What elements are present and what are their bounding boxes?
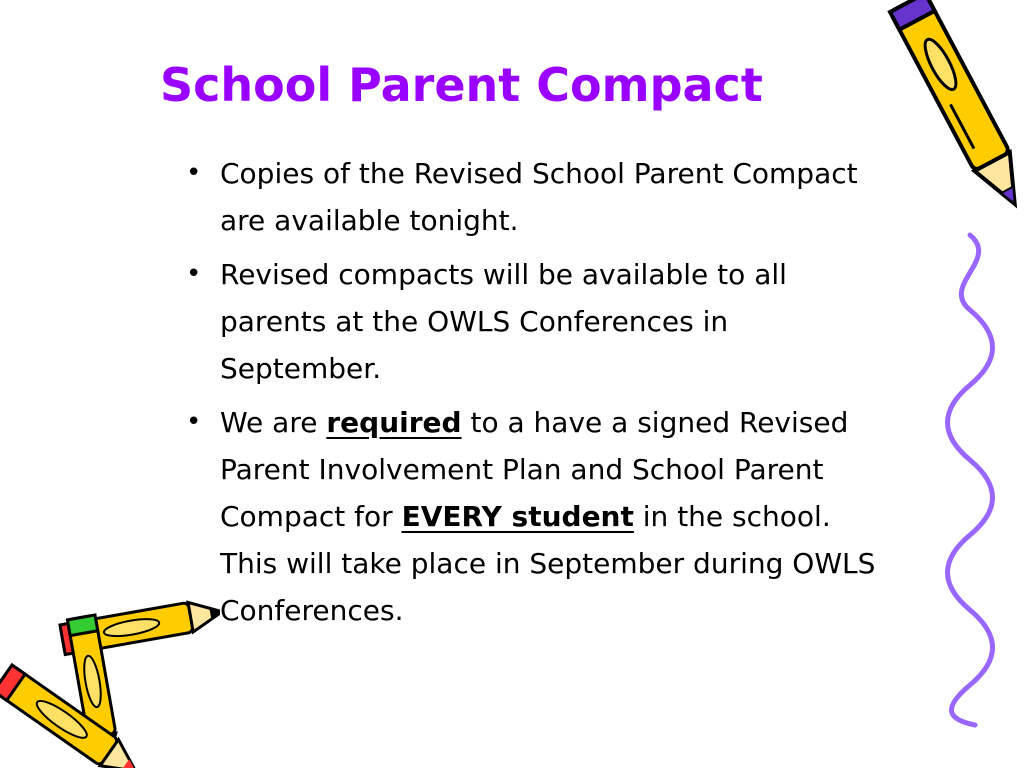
bullet-icon: • [186, 407, 202, 437]
bullet-text: Copies of the Revised School Parent Compact are available tonight. [220, 157, 858, 237]
bullet-item [180, 150, 880, 244]
bullet-text-post: in the school. This will take place in September during OWLS Conferences. [220, 500, 876, 627]
bullet-icon: • [186, 158, 202, 188]
bullet-text-mid: to a have a signed Revised Parent Involvement Plan and School Parent Compact for [220, 406, 849, 533]
bullet-text: Revised compacts will be available to all parents at the OWLS Conferences in September. [220, 258, 787, 385]
bullet-list [180, 150, 880, 641]
bullet-item [180, 251, 880, 392]
bullet-icon: • [186, 259, 202, 289]
slide-title: School Parent Compact [160, 58, 763, 112]
pencil-icon [850, 0, 1020, 250]
bullet-item [180, 399, 880, 634]
squiggle-line [930, 230, 1010, 730]
pencil-pile-icon [0, 600, 220, 768]
bullet-text-pre: We are [220, 406, 327, 439]
emphasis-every-student: EVERY student [401, 500, 634, 533]
emphasis-required: required [326, 406, 462, 439]
